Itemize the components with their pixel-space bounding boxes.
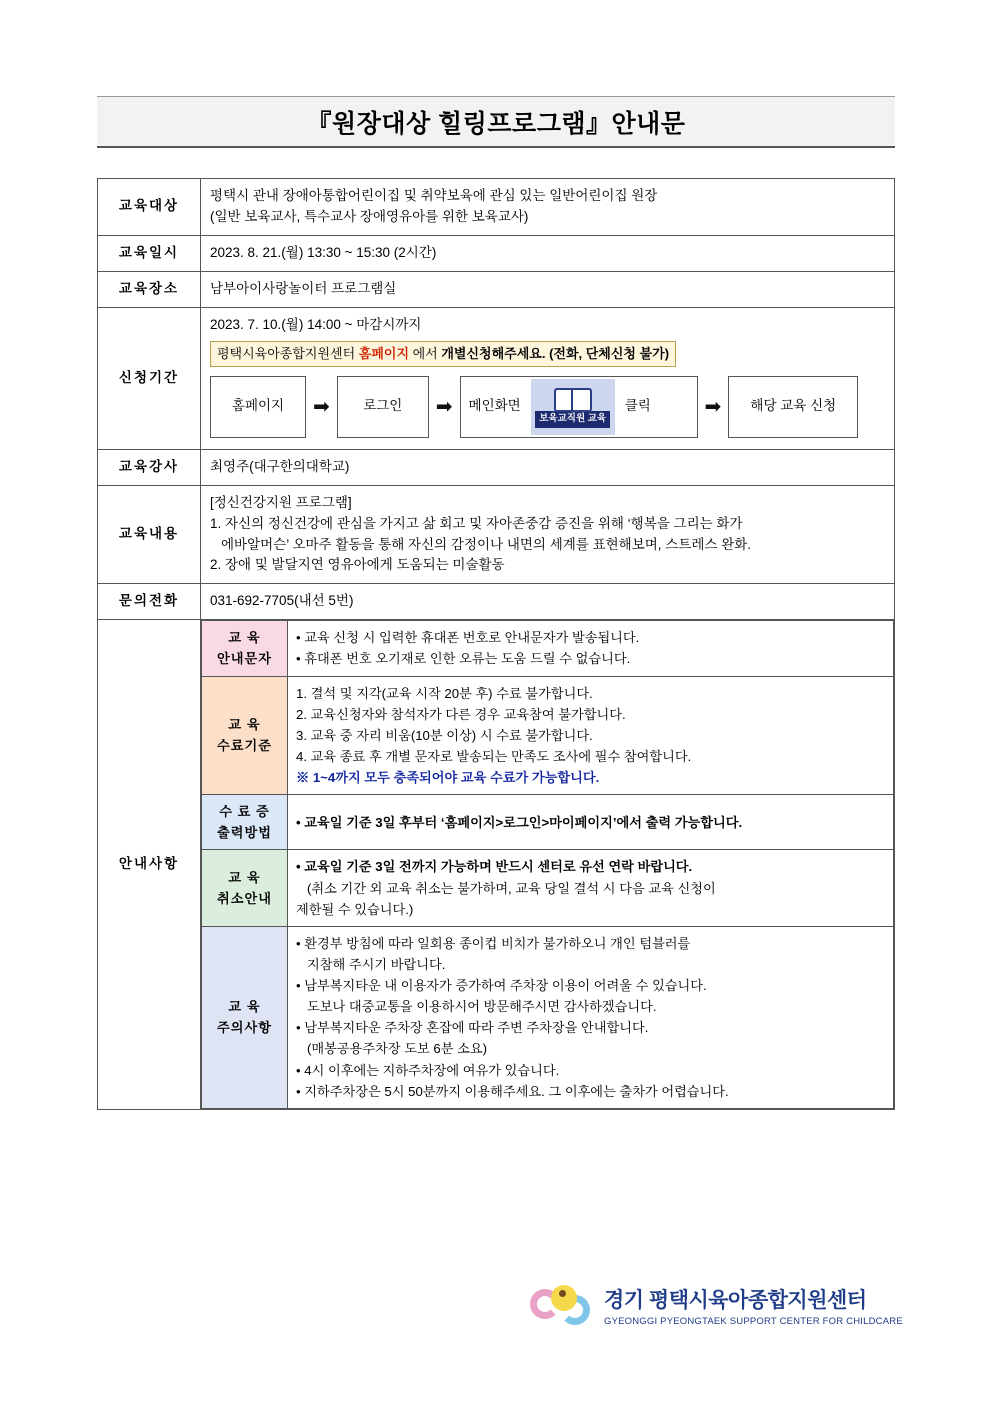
notice-label-completion-1: 교 육 bbox=[228, 717, 261, 733]
apply-note-highlight2: 개별신청해주세요. (전화, 단체신청 불가) bbox=[441, 345, 670, 361]
notice-caution-line-7: • 4시 이후에는 지하주차장에 여유가 있습니다. bbox=[296, 1062, 560, 1078]
notice-label-cancel bbox=[202, 850, 288, 926]
notice-label-certificate-1: 수 료 증 bbox=[219, 804, 270, 820]
row-label-lecturer: 교육강사 bbox=[98, 449, 201, 485]
notice-caution-line-4: 도보나 대중교통을 이용하시어 방문해주시면 감사하겠습니다. bbox=[307, 999, 657, 1015]
notice-label-sms-2: 안내문자 bbox=[217, 651, 272, 667]
notice-completion-line-1: 1. 결석 및 지각(교육 시작 20분 후) 수료 불가합니다. bbox=[296, 685, 593, 701]
row-value-notice bbox=[201, 620, 895, 1110]
footer-org-text bbox=[604, 1284, 903, 1327]
page-title bbox=[97, 96, 895, 148]
notice-sms-line-2: • 휴대폰 번호 오기재로 인한 오류는 도움 드릴 수 없습니다. bbox=[296, 651, 631, 667]
arrow-right-icon: ➡ bbox=[313, 395, 330, 418]
logo-circle-yellow bbox=[551, 1285, 577, 1311]
notice-row-caution bbox=[202, 926, 894, 1108]
center-logo-icon bbox=[530, 1283, 594, 1327]
row-label-curriculum: 교육내용 bbox=[98, 485, 201, 584]
notice-caution-line-8: • 지하주차장은 5시 50분까지 이용해주세요. 그 이후에는 출차가 어렵습니다. bbox=[296, 1083, 729, 1099]
notice-content-caution bbox=[288, 926, 894, 1108]
table-row-curriculum bbox=[98, 485, 895, 584]
row-label-datetime: 교육일시 bbox=[98, 235, 201, 271]
notice-row-sms bbox=[202, 621, 894, 676]
row-label-target: 교육대상 bbox=[98, 179, 201, 236]
notice-content-sms bbox=[288, 621, 894, 676]
flow-step-click-label: 클릭 bbox=[624, 398, 651, 414]
notice-label-caution bbox=[202, 926, 288, 1108]
curriculum-head: [정신건강지원 프로그램] bbox=[210, 494, 352, 510]
notice-content-cancel bbox=[288, 850, 894, 926]
table-row-datetime bbox=[98, 235, 895, 271]
notice-completion-line-5: ※ 1~4까지 모두 충족되어야 교육 수료가 가능합니다. bbox=[296, 770, 600, 786]
apply-note-mid: 에서 bbox=[412, 345, 438, 361]
notice-caution-line-3: • 남부복지타운 내 이용자가 증가하여 주차장 이용이 어려울 수 있습니다. bbox=[296, 978, 707, 994]
footer-org-name-en: GYEONGGI PYEONGTAEK SUPPORT CENTER FOR CHILDCARE bbox=[604, 1315, 903, 1327]
table-row-lecturer bbox=[98, 449, 895, 485]
row-label-phone: 문의전화 bbox=[98, 584, 201, 620]
notice-label-completion-2: 수료기준 bbox=[217, 738, 272, 754]
application-flow-diagram bbox=[210, 376, 885, 438]
page-title-text: 『원장대상 힐링프로그램』안내문 bbox=[306, 109, 686, 138]
notice-label-certificate bbox=[202, 795, 288, 850]
target-line-1: 평택시 관내 장애아통합어린이집 및 취약보육에 관심 있는 일반어린이집 원장 bbox=[210, 188, 658, 203]
notice-content-completion bbox=[288, 676, 894, 795]
apply-note-highlight: 홈페이지 bbox=[358, 345, 409, 361]
info-table bbox=[97, 178, 895, 1110]
notice-label-sms-1: 교 육 bbox=[228, 630, 261, 646]
notice-row-certificate bbox=[202, 795, 894, 850]
notice-cancel-line-2: (취소 기간 외 교육 취소는 불가하며, 교육 당일 결석 시 다음 교육 신청이 bbox=[307, 880, 716, 896]
row-label-place: 교육장소 bbox=[98, 271, 201, 307]
row-value-curriculum bbox=[201, 485, 895, 584]
row-label-notice: 안내사항 bbox=[98, 620, 201, 1110]
curriculum-line-2: 에바알머슨’ 오마주 활동을 통해 자신의 감정이나 내면의 세계를 표현해보며, 스트레스 완화. bbox=[221, 536, 752, 552]
notice-caution-line-1: • 환경부 방침에 따라 일회용 종이컵 비치가 불가하오니 개인 텀블러를 bbox=[296, 935, 691, 951]
footer-org-name-ko: 경기 평택시육아종합지원센터 bbox=[604, 1288, 867, 1312]
row-value-apply bbox=[201, 307, 895, 449]
notice-completion-line-4: 4. 교육 종료 후 개별 문자로 발송되는 만족도 조사에 필수 참여합니다. bbox=[296, 748, 692, 764]
table-row-apply bbox=[98, 307, 895, 449]
table-row-target bbox=[98, 179, 895, 236]
logo-dot bbox=[559, 1290, 566, 1297]
flow-step-mainscreen bbox=[460, 376, 698, 438]
notice-caution-line-2: 지참해 주시기 바랍니다. bbox=[307, 956, 446, 972]
book-icon bbox=[531, 379, 615, 435]
apply-period: 2023. 7. 10.(월) 14:00 ~ 마감시까지 bbox=[210, 316, 422, 332]
book-glyph bbox=[553, 386, 593, 410]
notice-label-cancel-2: 취소안내 bbox=[217, 891, 272, 907]
notice-label-cancel-1: 교 육 bbox=[228, 869, 261, 885]
curriculum-line-1: 1. 자신의 정신건강에 관심을 가지고 삶 회고 및 자아존중감 증진을 위해 ‘행복을 그리는 화가 bbox=[210, 515, 743, 531]
table-row-phone bbox=[98, 584, 895, 620]
apply-note bbox=[210, 341, 676, 367]
curriculum-line-3: 2. 장애 및 발달지연 영유아에게 도움되는 미술활동 bbox=[210, 557, 505, 573]
apply-note-pre: 평택시육아종합지원센터 bbox=[217, 345, 356, 361]
book-icon-caption: 보육교직원 교육 bbox=[535, 411, 610, 428]
notice-cancel-line-1: • 교육일 기준 3일 전까지 가능하며 반드시 센터로 유선 연락 바랍니다. bbox=[296, 859, 693, 875]
row-value-target bbox=[201, 179, 895, 236]
table-row-place bbox=[98, 271, 895, 307]
row-value-phone: 031-692-7705(내선 5번) bbox=[201, 584, 895, 620]
notice-caution-line-5: • 남부복지타운 주차장 혼잡에 따라 주변 주차장을 안내합니다. bbox=[296, 1020, 649, 1036]
table-row-notice bbox=[98, 620, 895, 1110]
notice-caution-line-6: (매봉공용주차장 도보 6분 소요) bbox=[307, 1041, 487, 1057]
row-value-place: 남부아이사랑놀이터 프로그램실 bbox=[201, 271, 895, 307]
notice-label-caution-1: 교 육 bbox=[228, 999, 261, 1015]
notice-completion-line-2: 2. 교육신청자와 참석자가 다른 경우 교육참여 불가합니다. bbox=[296, 706, 626, 722]
notice-table bbox=[201, 620, 894, 1109]
notice-content-certificate bbox=[288, 795, 894, 850]
target-line-2: (일반 보육교사, 특수교사 장애영유아를 위한 보육교사) bbox=[210, 208, 529, 224]
notice-label-caution-2: 주의사항 bbox=[217, 1020, 272, 1036]
notice-label-certificate-2: 출력방법 bbox=[217, 825, 272, 841]
flow-step-apply: 해당 교육 신청 bbox=[728, 376, 858, 438]
row-value-datetime: 2023. 8. 21.(월) 13:30 ~ 15:30 (2시간) bbox=[201, 235, 895, 271]
notice-row-completion bbox=[202, 676, 894, 795]
arrow-right-icon: ➡ bbox=[704, 395, 722, 418]
notice-sms-line-1: • 교육 신청 시 입력한 휴대폰 번호로 안내문자가 발송됩니다. bbox=[296, 630, 640, 646]
flow-step-homepage: 홈페이지 bbox=[210, 376, 306, 438]
flow-step-login: 로그인 bbox=[337, 376, 429, 438]
notice-completion-line-3: 3. 교육 중 자리 비움(10분 이상) 시 수료 불가합니다. bbox=[296, 727, 593, 743]
footer-logo bbox=[530, 1283, 903, 1327]
arrow-right-icon: ➡ bbox=[435, 395, 453, 418]
row-label-apply: 신청기간 bbox=[98, 307, 201, 449]
notice-label-sms bbox=[202, 621, 288, 676]
row-value-lecturer: 최영주(대구한의대학교) bbox=[201, 449, 895, 485]
notice-certificate-line-1: • 교육일 기준 3일 후부터 ‘홈페이지>로그인>마이페이지’에서 출력 가능합니다. bbox=[296, 814, 743, 830]
notice-label-completion bbox=[202, 676, 288, 795]
flow-step-mainscreen-label: 메인화면 bbox=[468, 398, 521, 414]
notice-cancel-line-3: 제한될 수 있습니다.) bbox=[296, 901, 414, 917]
notice-row-cancel bbox=[202, 850, 894, 926]
